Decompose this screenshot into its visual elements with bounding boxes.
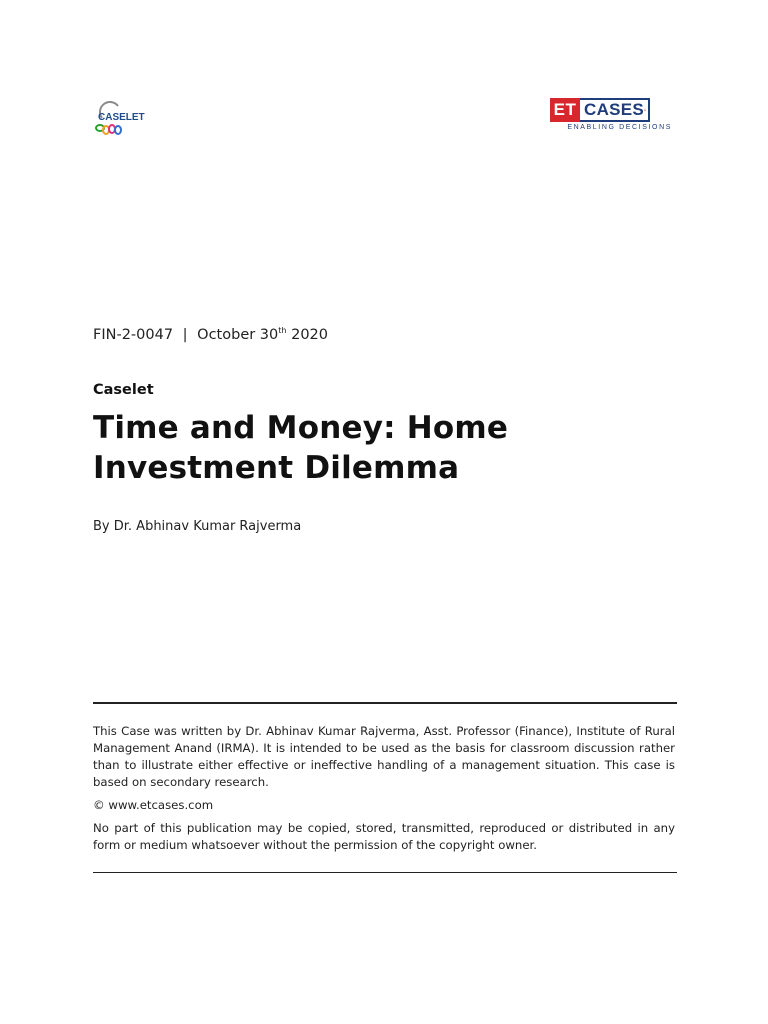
copyright-line: © www.etcases.com <box>93 798 214 812</box>
date-year: 2020 <box>291 327 328 343</box>
case-code: FIN-2-0047 <box>93 327 174 343</box>
document-type: Caselet <box>93 382 154 398</box>
rights-paragraph: No part of this publication may be copied, stored, transmitted, reproduced or distributed in any form or medium whatsoever without the permission of the copyright owner. <box>93 821 675 852</box>
date-prefix: October 30 <box>197 327 279 343</box>
etcases-logo <box>550 98 674 134</box>
caselet-logo <box>92 98 154 138</box>
case-date <box>197 327 328 343</box>
copyright-notice <box>93 723 675 854</box>
authorship-paragraph: This Case was written by Dr. Abhinav Kumar Rajverma, Asst. Professor (Finance), Institute of Rural Management Anand (IRMA). It is intended to be used as the basis for classroom discussion rather than to illustrate either effective or ineffective handling of a management situation. This case is based on secondary research. <box>93 724 675 789</box>
meta-separator: | <box>182 327 188 343</box>
caselet-logo-text: CASELET <box>98 112 145 123</box>
download-icon <box>644 101 646 119</box>
cases-logo-mark <box>580 98 650 122</box>
etcases-tagline: ENABLING DECISIONS <box>567 124 672 131</box>
divider-bottom <box>93 872 677 873</box>
cases-logo-text: CASES <box>584 100 645 119</box>
date-ordinal: th <box>278 326 287 335</box>
author-byline: By Dr. Abhinav Kumar Rajverma <box>93 519 302 534</box>
case-code-date <box>93 326 328 343</box>
page-title: Time and Money: Home Investment Dilemma <box>93 410 509 486</box>
et-logo-mark: ET <box>550 98 580 122</box>
divider-top <box>93 702 677 704</box>
